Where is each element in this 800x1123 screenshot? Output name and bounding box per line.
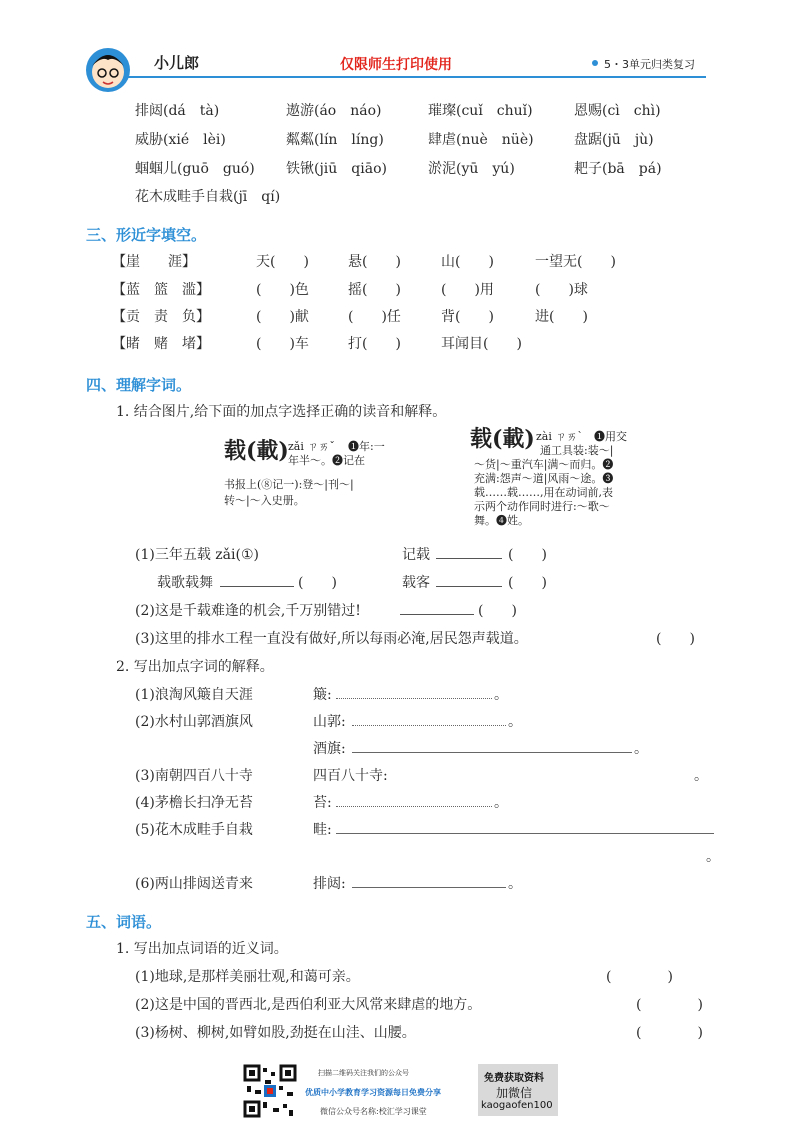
- vocab-item: 铁锹(jiū qiāo): [286, 161, 387, 177]
- blank-item[interactable]: 背( ): [441, 309, 494, 325]
- footer-slogan: 优质中小学教育学习资源每日免费分享: [305, 1088, 441, 1097]
- answer-line[interactable]: [336, 698, 492, 699]
- answer-label: 山郭:: [313, 714, 346, 730]
- poem-line: (5)花木成畦手自栽: [135, 822, 253, 838]
- footer-scan-text: 扫描二维码关注我们的公众号: [318, 1069, 409, 1077]
- blank-item[interactable]: ( )任: [348, 309, 401, 325]
- answer-line[interactable]: [400, 614, 474, 615]
- qr-code-icon: [243, 1064, 297, 1118]
- answer-paren[interactable]: ( ): [636, 1025, 703, 1041]
- blank-item[interactable]: 山( ): [441, 254, 494, 270]
- section-title: 三、形近字填空。: [86, 226, 207, 244]
- vocab-item: 恩赐(cì chì): [574, 103, 661, 119]
- vocab-item: 威胁(xié lèi): [135, 132, 226, 148]
- footer-account-name: 微信公众号名称:校汇学习课堂: [320, 1107, 427, 1116]
- vocab-item: 璀璨(cuǐ chuǐ): [428, 103, 533, 119]
- blank-item[interactable]: 一望无( ): [535, 254, 616, 270]
- section-title: 五、词语。: [86, 913, 162, 931]
- print-banner: 仅限师生打印使用: [340, 57, 452, 73]
- blank-item[interactable]: 进( ): [535, 309, 588, 325]
- answer-paren[interactable]: ( ): [656, 631, 695, 647]
- brand-name: 小儿郎: [154, 54, 200, 72]
- char-group: 【睹 赌 堵】: [112, 336, 210, 352]
- blank-item[interactable]: ( )献: [256, 309, 309, 325]
- dict-line: 舞。❹姓。: [474, 514, 529, 527]
- question-item: (2)这是千载难逢的机会,千万别错过!: [135, 603, 361, 619]
- question-item: (3)杨树、柳树,如臂如股,劲挺在山洼、山腰。: [135, 1025, 416, 1041]
- dict-headword: 载(載): [470, 426, 535, 452]
- answer-line[interactable]: [352, 887, 506, 888]
- period: 。: [494, 687, 508, 703]
- dict-line: 通工具装:装～|: [540, 444, 614, 457]
- dict-line: 示两个动作同时进行:～歌～: [474, 500, 610, 513]
- blank-item[interactable]: ( )球: [535, 282, 588, 298]
- dict-headword: 载(載): [224, 438, 289, 464]
- period: 。: [494, 795, 508, 811]
- blank-item[interactable]: ( )车: [256, 336, 309, 352]
- vocab-item: 遨游(áo náo): [286, 103, 382, 119]
- answer-label: 酒旗:: [313, 741, 346, 757]
- answer-label: 畦:: [313, 822, 332, 838]
- answer-line[interactable]: [352, 752, 632, 753]
- vocab-item: 花木成畦手自栽(jī qí): [135, 189, 281, 205]
- answer-line[interactable]: [336, 806, 492, 807]
- blank-item[interactable]: 打( ): [348, 336, 401, 352]
- wechat-badge: [478, 1064, 558, 1116]
- dict-line: ❶用交: [594, 430, 627, 443]
- answer-paren[interactable]: ( ): [508, 547, 547, 563]
- question-item: (1)三年五载 zǎi(①): [135, 547, 259, 563]
- period: 。: [634, 741, 648, 757]
- period: 。: [706, 849, 720, 865]
- answer-label: 簸:: [313, 687, 332, 703]
- poem-line: (6)两山排闼送青来: [135, 876, 253, 892]
- blank-item[interactable]: ( )用: [441, 282, 494, 298]
- vocab-item: 耙子(bā pá): [574, 161, 662, 177]
- header-rule: [110, 76, 706, 78]
- answer-label: 排闼:: [313, 876, 346, 892]
- badge-line: 免费获取资料: [484, 1073, 544, 1084]
- period: 。: [694, 768, 708, 784]
- answer-line[interactable]: [352, 725, 506, 726]
- section-title: 四、理解字词。: [86, 376, 192, 394]
- vocab-item: 蝈蝈儿(guō guó): [135, 161, 255, 177]
- char-group: 【崖 涯】: [112, 254, 196, 270]
- unit-label: 5・3单元归类复习: [604, 58, 695, 71]
- char-group: 【蓝 篮 滥】: [112, 282, 210, 298]
- period: 。: [508, 714, 522, 730]
- dict-line: 转～|～入史册。: [224, 494, 305, 507]
- vocab-item: 淤泥(yū yú): [428, 161, 515, 177]
- poem-line: (3)南朝四百八十寺: [135, 768, 253, 784]
- period: 。: [508, 876, 522, 892]
- bullet-icon: [592, 60, 598, 66]
- poem-line: (2)水村山郭酒旗风: [135, 714, 253, 730]
- question-prompt: 1. 写出加点词语的近义词。: [116, 941, 288, 957]
- vocab-item: 粼粼(lín líng): [286, 132, 384, 148]
- dict-pinyin: zài ㄗㄞˋ: [536, 430, 583, 443]
- blank-item[interactable]: 摇( ): [348, 282, 401, 298]
- mascot-icon: [84, 40, 132, 96]
- vocab-item: 盘踞(jū jù): [574, 132, 654, 148]
- dict-pinyin: zǎi ㄗㄞˇ: [288, 440, 335, 453]
- char-group: 【贡 责 负】: [112, 309, 210, 325]
- answer-paren[interactable]: ( ): [508, 575, 547, 591]
- badge-line: 加微信: [496, 1086, 533, 1100]
- question-item: 载歌载舞: [157, 575, 213, 591]
- answer-paren[interactable]: ( ): [636, 997, 703, 1013]
- answer-paren[interactable]: ( ): [606, 969, 673, 985]
- answer-line[interactable]: [336, 833, 714, 834]
- vocab-item: 排闼(dá tà): [135, 103, 220, 119]
- answer-line[interactable]: [436, 586, 502, 587]
- dict-line: ～货|～重汽车|满～而归。❷: [474, 458, 614, 471]
- dict-line: 年半～。❷记在: [288, 454, 365, 467]
- blank-item[interactable]: ( )色: [256, 282, 309, 298]
- dict-line: 书报上(⑧记一):登～|刊～|: [224, 478, 354, 491]
- dictionary-entry-right: [470, 426, 640, 530]
- question-prompt: 1. 结合图片,给下面的加点字选择正确的读音和解释。: [116, 404, 447, 420]
- question-item: (2)这是中国的晋西北,是西伯利亚大风常来肆虐的地方。: [135, 997, 482, 1013]
- answer-line[interactable]: [436, 558, 502, 559]
- dict-line: ❶年:一: [348, 440, 385, 453]
- poem-line: (4)茅檐长扫净无苔: [135, 795, 253, 811]
- answer-label: 苔:: [313, 795, 332, 811]
- question-item: (3)这里的排水工程一直没有做好,所以每雨必淹,居民怨声载道。: [135, 631, 528, 647]
- answer-line[interactable]: [220, 586, 294, 587]
- dict-line: 充满:怨声～道|风雨～途。❸: [474, 472, 614, 485]
- answer-label: 四百八十寺:: [313, 768, 388, 784]
- dictionary-entry-left: [224, 440, 394, 512]
- blank-item[interactable]: 天( ): [256, 254, 309, 270]
- question-item: (1)地球,是那样美丽壮观,和蔼可亲。: [135, 969, 360, 985]
- dict-line: 载……载……,用在动词前,表: [474, 486, 613, 499]
- badge-line: kaogaofen100: [481, 1100, 553, 1111]
- question-item: 记载: [402, 547, 430, 563]
- question-item: 载客: [402, 575, 430, 591]
- vocab-item: 肆虐(nuè nüè): [428, 132, 534, 148]
- answer-paren[interactable]: ( ): [298, 575, 337, 591]
- blank-item[interactable]: 悬( ): [348, 254, 401, 270]
- poem-line: (1)浪淘风簸自天涯: [135, 687, 253, 703]
- answer-paren[interactable]: ( ): [478, 603, 517, 619]
- blank-item[interactable]: 耳闻目( ): [441, 336, 522, 352]
- question-prompt: 2. 写出加点字词的解释。: [116, 659, 274, 675]
